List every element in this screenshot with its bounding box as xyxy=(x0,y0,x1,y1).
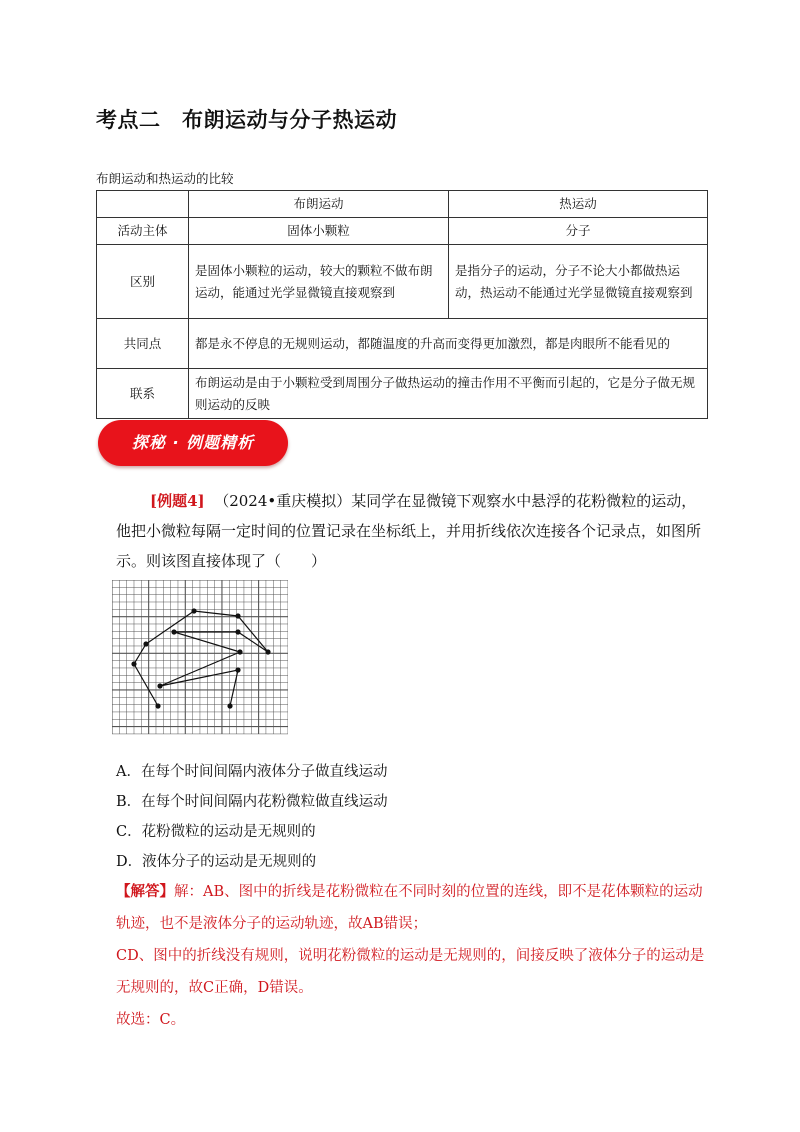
trajectory-point xyxy=(265,649,270,654)
trajectory-grid-figure xyxy=(112,580,288,738)
row-label: 活动主体 xyxy=(97,218,189,245)
row-label: 联系 xyxy=(97,369,189,419)
answer-label: 【解答】 xyxy=(116,883,174,900)
header-blank xyxy=(97,191,189,218)
trajectory-point xyxy=(191,608,196,613)
cell-thermal: 分子 xyxy=(449,218,708,245)
section-title: 考点二 布朗运动与分子热运动 xyxy=(96,108,397,132)
table-row xyxy=(97,218,708,245)
table-caption: 布朗运动和热运动的比较 xyxy=(96,171,234,186)
header-brownian: 布朗运动 xyxy=(189,191,449,218)
trajectory-point xyxy=(171,629,176,634)
comparison-table xyxy=(96,190,708,419)
answer-para-1 xyxy=(116,876,712,940)
cell-brownian: 固体小颗粒 xyxy=(189,218,449,245)
header-thermal: 热运动 xyxy=(449,191,708,218)
option-d: D．液体分子的运动是无规则的 xyxy=(116,854,317,870)
trajectory-point xyxy=(227,703,232,708)
option-b: B．在每个时间间隔内花粉微粒做直线运动 xyxy=(116,794,388,810)
example-tag: [例题4] xyxy=(150,492,205,510)
option-c: C．花粉微粒的运动是无规则的 xyxy=(116,824,316,840)
cell-merged: 都是永不停息的无规则运动，都随温度的升高而变得更加激烈，都是肉眼所不能看见的 xyxy=(189,319,708,369)
example-source: （2024•重庆模拟） xyxy=(214,492,352,510)
trajectory-point xyxy=(237,649,242,654)
cell-merged: 布朗运动是由于小颗粒受到周围分子做热运动的撞击作用不平衡而引起的，它是分子做无规则运动的反映 xyxy=(189,369,708,419)
trajectory-point xyxy=(143,641,148,646)
answer-line-3: 故选：C。 xyxy=(116,1012,186,1028)
table-row xyxy=(97,245,708,319)
answer-line-1: 解：AB、图中的折线是花粉微粒在不同时刻的位置的连线，即不是花体颗粒的运动轨迹，也不是液体分子的运动轨迹，故AB错误； xyxy=(116,884,703,932)
trajectory-point xyxy=(235,667,240,672)
example-question-text: 某同学在显微镜下观察水中悬浮的花粉微粒的运动，他把小微粒每隔一定时间的位置记录在坐标纸上，并用折线依次连接各个记录点，如图所示。则该图直接体现了（ ） xyxy=(116,492,702,570)
table-row xyxy=(97,319,708,369)
table-header-row xyxy=(97,191,708,218)
answer-block xyxy=(116,876,712,1036)
example-banner xyxy=(98,420,288,466)
answer-line-2: CD、图中的折线没有规则，说明花粉微粒的运动是无规则的，间接反映了液体分子的运动是无规则的，故C正确，D错误。 xyxy=(116,948,705,996)
table-row xyxy=(97,369,708,419)
trajectory-point xyxy=(235,613,240,618)
cell-thermal: 是指分子的运动，分子不论大小都做热运动，热运动不能通过光学显微镜直接观察到 xyxy=(449,245,708,319)
trajectory-point xyxy=(157,683,162,688)
cell-brownian: 是固体小颗粒的运动，较大的颗粒不做布朗运动，能通过光学显微镜直接观察到 xyxy=(189,245,449,319)
row-label: 共同点 xyxy=(97,319,189,369)
trajectory-point xyxy=(131,661,136,666)
option-a: A．在每个时间间隔内液体分子做直线运动 xyxy=(116,764,388,780)
trajectory-point xyxy=(155,703,160,708)
trajectory-polyline xyxy=(134,611,268,706)
row-label: 区别 xyxy=(97,245,189,319)
banner-text: 探秘 · 例题精析 xyxy=(131,433,255,452)
trajectory-path xyxy=(131,608,270,708)
trajectory-point xyxy=(235,629,240,634)
example-question xyxy=(116,486,710,576)
